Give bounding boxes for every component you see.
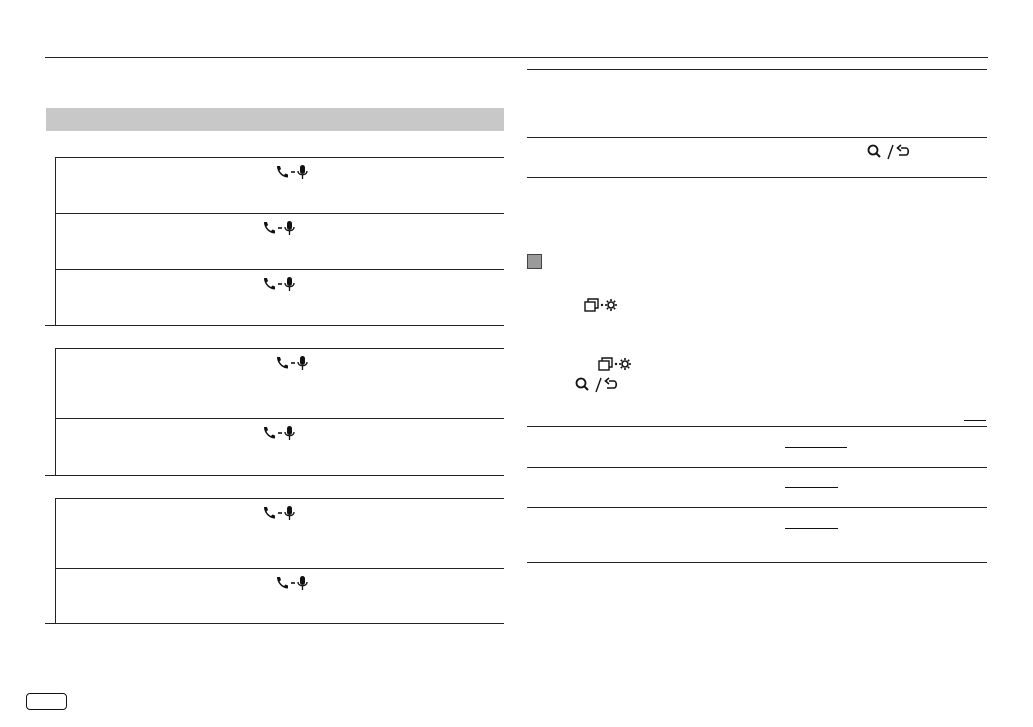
right-box-top <box>527 137 987 138</box>
default-value-underline <box>785 447 847 448</box>
right-table-bottom <box>527 562 987 563</box>
table-3-bottom <box>45 623 504 624</box>
default-value-underline <box>785 528 838 529</box>
table-2-row-2-top <box>55 418 504 419</box>
table-3-row-2-top <box>55 568 504 569</box>
language-tab <box>26 693 67 710</box>
phone-mic-icon <box>274 164 312 180</box>
phone-mic-icon <box>261 220 299 236</box>
page-top-rule <box>45 57 988 58</box>
table-3-row-1-top <box>55 498 504 499</box>
search-back-icon <box>574 376 618 394</box>
table-3-left-border <box>55 498 56 623</box>
right-table-row-2-top <box>527 467 987 468</box>
table-2-bottom <box>45 475 504 476</box>
phone-mic-icon <box>274 575 312 591</box>
table-1-left-border <box>55 157 56 325</box>
section-square-marker <box>527 254 542 269</box>
table-1-row-2-top <box>55 213 504 214</box>
table-1-row-3-top <box>55 269 504 270</box>
section-header-bar <box>46 108 504 131</box>
right-table-top <box>527 426 987 427</box>
search-back-icon <box>866 143 910 161</box>
phone-mic-icon <box>261 276 299 292</box>
table-1-bottom <box>45 325 504 326</box>
phone-mic-icon <box>274 355 312 371</box>
default-marker-underline <box>964 420 986 421</box>
phone-mic-icon <box>261 425 299 441</box>
right-box-bottom <box>527 177 987 178</box>
default-value-underline <box>785 487 838 488</box>
right-table-row-3-top <box>527 507 987 508</box>
phone-mic-icon <box>261 505 299 521</box>
table-2-row-1-top <box>55 348 504 349</box>
window-gear-icon <box>584 297 620 313</box>
table-1-row-1-top <box>55 157 504 158</box>
right-top-rule <box>527 69 987 70</box>
table-2-left-border <box>55 348 56 475</box>
window-gear-icon <box>598 356 634 372</box>
